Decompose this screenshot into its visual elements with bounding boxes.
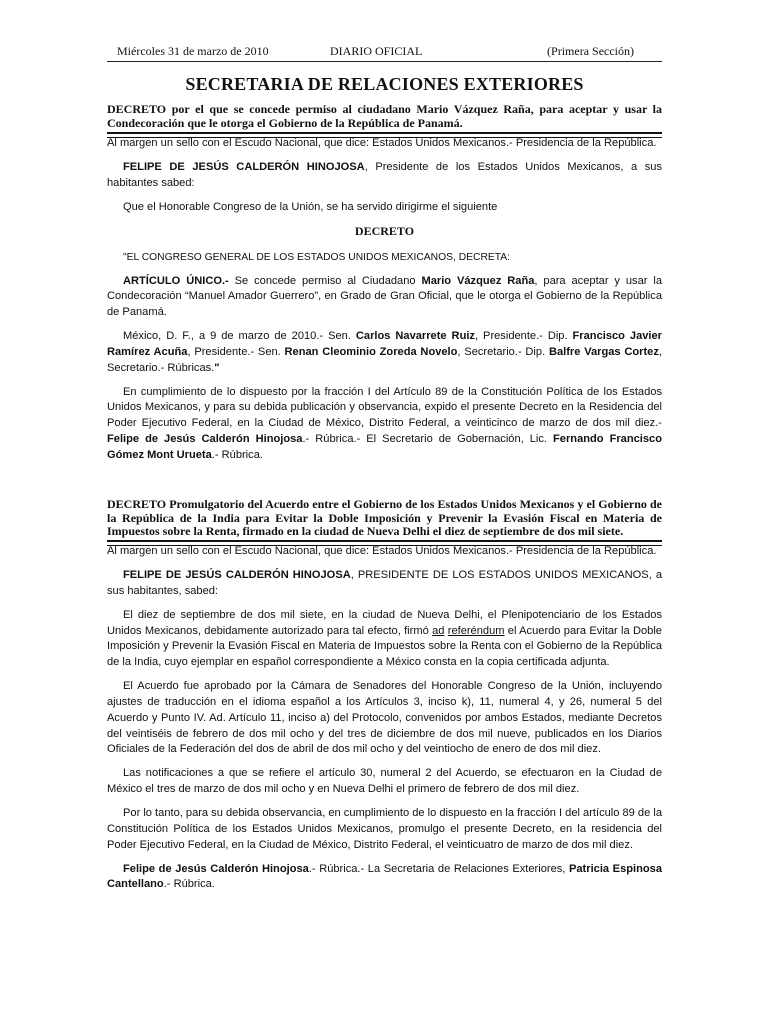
decree2-seal: Al margen un sello con el Escudo Nacional, que dice: Estados Unidos Mexicanos.- Presidencia de la República. — [107, 545, 657, 557]
decree1-compliance-3: .- Rúbrica. — [211, 448, 263, 461]
decree1-signing-2: , Presidente.- Dip. — [474, 330, 573, 343]
decree2-sig-text-1: .- Rúbrica.- La Secretaria de Relaciones Exteriores, — [308, 862, 569, 875]
decree1-compliance-2: .- Rúbrica.- El Secretario de Gobernación, Lic. — [302, 433, 554, 446]
decree2-body — [107, 544, 662, 901]
decree2-president-name: FELIPE DE JESÚS CALDERÓN HINOJOSA — [123, 568, 351, 581]
decree1-heading-text: por el que se concede permiso al ciudadano Mario Vázquez Raña, para aceptar y usar la Condecoración que le otorga el Gobierno de la República de Panamá. — [107, 102, 662, 130]
header-publication: DIARIO OFICIAL — [330, 44, 423, 58]
decree1-compliance-name-2: Fernando Francisco Gómez Mont Urueta — [107, 433, 662, 461]
decree1-heading — [107, 103, 662, 130]
decree1-compliance — [107, 385, 662, 464]
decree1-sign-name-3: Renan Cleominio Zoreda Novelo — [284, 345, 458, 358]
decree2-paragraph-4: Por lo tanto, para su debida observancia, en cumplimiento de lo dispuesto en la fracción I del artículo 89 de la Constitución Política de los Estados Unidos Mexicanos, promulgo el presente Decreto, en la residencia del Poder Ejecutivo Federal, en la Ciudad de México, Distrito Federal, el veinticuatro de marzo de dos mil diez. — [107, 807, 662, 851]
decree1-signing-quote: " — [214, 361, 220, 374]
decree1-president-rest: , Presidente de los Estados Unidos Mexicanos, a sus habitantes sabed: — [107, 160, 662, 189]
decree2-p1-b: el Acuerdo para Evitar la Doble Imposición y Prevenir la Evasión Fiscal en Materia de Impuestos sobre la Renta con el Gobierno de la República de la India, cuyo ejemplar en español correspondiente a México consta en la copia certificada adjunta. — [107, 624, 662, 669]
decree1-article-name: Mario Vázquez Raña — [421, 274, 535, 287]
decree1-signing — [107, 329, 662, 376]
header-rule — [107, 61, 662, 62]
decree1-decreto-label: DECRETO — [354, 223, 415, 238]
header-date: Miércoles 31 de marzo de 2010 — [117, 44, 269, 58]
decree1-sign-name-1: Carlos Navarrete Ruiz — [355, 330, 475, 343]
decree2-p1-ad: ad — [432, 624, 445, 637]
decree1-article-text-1: Se concede permiso al Ciudadano — [228, 274, 422, 287]
decree2-signatures — [107, 862, 662, 894]
decree1-congress-decree: "EL CONGRESO GENERAL DE LOS ESTADOS UNIDOS MEXICANOS, DECRETA: — [123, 251, 511, 263]
decree2-sig-name-1: Felipe de Jesús Calderón Hinojosa — [123, 862, 309, 875]
decree1-signing-1: México, D. F., a 9 de marzo de 2010.- Sen. — [123, 330, 356, 343]
decree2-paragraph-2: El Acuerdo fue aprobado por la Cámara de Senadores del Honorable Congreso de la Unión, incluyendo ajustes de traducción en el idioma español a los Artículos 3, inciso k), 11, numeral 4, y 26, numeral 5 del Acuerdo y Punto IV. Ad. Artículo 11, inciso a) del Protocolo, convenidos por ambos Estados, mediante Decretos del veintiséis de febrero de dos mil ocho y del tres de diciembre de dos mil nueve, publicados en los Diarios Oficiales de la Federación del dos de abril de dos mil ocho y del veintiocho de enero de dos mil diez. — [107, 680, 662, 756]
decree1-article — [107, 274, 662, 321]
decree1-article-text-2: , para aceptar y usar la Condecoración “Manuel Amador Guerrero”, en Grado de Gran Oficial, que le otorga el Gobierno de la República de Panamá. — [107, 274, 663, 319]
decree2-sig-name-2: Patricia Espinosa Cantellano — [107, 862, 662, 891]
decree2-president — [107, 568, 662, 600]
decree2-heading: DECRETO Promulgatorio del Acuerdo entre el Gobierno de los Estados Unidos Mexicanos y el Gobierno de la República de la India para Evitar la Doble Imposición y Prevenir la Evasión Fiscal en Materia de Impuestos sobre la Renta, firmado en la ciudad de Nueva Delhi el diez de septiembre de dos mil siete. — [107, 497, 662, 538]
secretariat-title: SECRETARIA DE RELACIONES EXTERIORES — [185, 74, 584, 94]
decree1-sign-name-4: Balfre Vargas Cortez — [548, 345, 659, 358]
decree1-sign-name-2: Francisco Javier Ramírez Acuña — [107, 330, 662, 358]
decree1-article-label: ARTÍCULO ÚNICO.- — [123, 274, 229, 287]
decree1-signing-4: , Secretario.- Dip. — [457, 345, 549, 358]
header-section: (Primera Sección) — [547, 44, 634, 58]
decree1-signing-3: , Presidente.- Sen. — [187, 345, 285, 358]
page-header — [107, 44, 662, 60]
decree2-sig-text-2: .- Rúbrica. — [163, 878, 215, 891]
decree1-signing-5: , Secretario.- Rúbricas. — [107, 345, 662, 374]
decree1-body — [107, 136, 662, 472]
decree2-president-rest: , PRESIDENTE DE LOS ESTADOS UNIDOS MEXICANOS, a sus habitantes, sabed: — [107, 568, 662, 597]
decree1-heading-label: DECRETO — [107, 102, 167, 116]
decree1-congress: Que el Honorable Congreso de la Unión, se ha servido dirigirme el siguiente — [123, 200, 498, 213]
decree1-president — [107, 160, 662, 192]
decree2-paragraph-1 — [107, 608, 662, 671]
decree2-p1-a: El diez de septiembre de dos mil siete, en la ciudad de Nueva Delhi, el Plenipotenciario de los Estados Unidos Mexicanos, debidamente autorizado para tal efecto, firmó — [107, 608, 662, 637]
decree2-p1-referendum: referéndum — [447, 624, 505, 637]
decree1-seal: Al margen un sello con el Escudo Nacional, que dice: Estados Unidos Mexicanos.- Presidencia de la República. — [107, 137, 657, 149]
decree1-compliance-name-1: Felipe de Jesús Calderón Hinojosa — [107, 433, 303, 446]
decree2-paragraph-3: Las notificaciones a que se refiere el artículo 30, numeral 2 del Acuerdo, se efectuaron en la Ciudad de México el tres de marzo de dos mil ocho y en Nueva Delhi el primero de febrero de dos mil diez. — [107, 767, 662, 796]
decree1-compliance-1: En cumplimiento de lo dispuesto por la fracción I del Artículo 89 de la Constitución Política de los Estados Unidos Mexicanos, y para su debida publicación y observancia, expido el presente Decreto en la Residencia del Poder Ejecutivo Federal, en la Ciudad de México, Distrito Federal, a veinticinco de marzo de dos mil diez.- — [107, 385, 662, 430]
decree1-president-name: FELIPE DE JESÚS CALDERÓN HINOJOSA — [123, 160, 365, 173]
